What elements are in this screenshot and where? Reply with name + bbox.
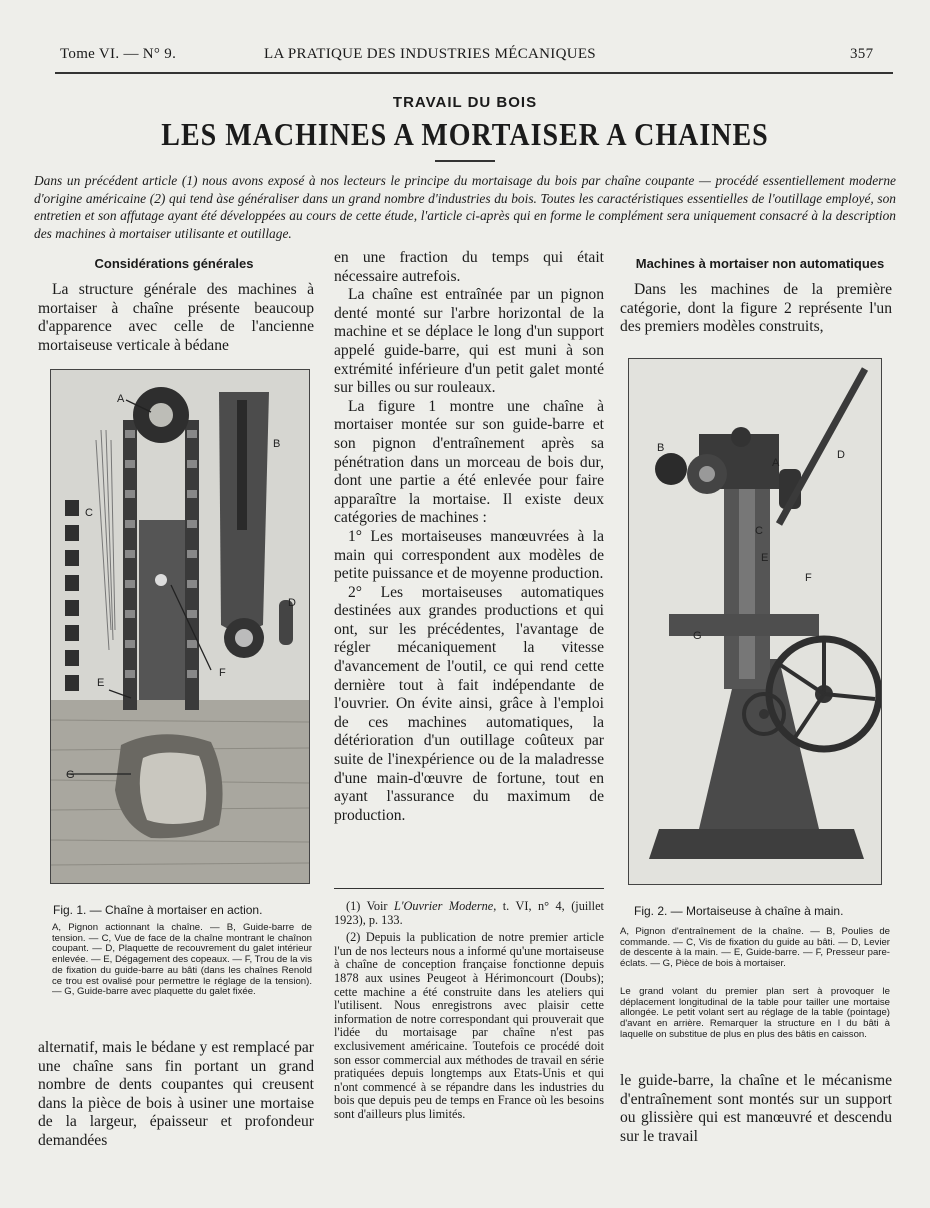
fig2-caption: Fig. 2. — Mortaiseuse à chaîne à main. — [634, 904, 844, 918]
running-header-tome: Tome VI. — N° 9. — [60, 46, 177, 62]
fig2-note: Le grand volant du premier plan sert à provoquer le déplacement longitudinal de la table pour tailler une mortaise allongée. Le petit volant sert au réglage de la table (pointage) d'avant en arrière. Remarquer la structure en I du bâti à laquelle on substitue de plus en plus des bâtis en caisson. — [620, 986, 890, 1040]
col2-text — [334, 249, 604, 825]
col3-text-bottom — [620, 1072, 892, 1146]
col2-paragraph-1: La chaîne est entraînée par un pignon denté monté sur l'arbre horizontal de la machine et se déplace le long d'un support appelé guide-barre, qui est muni à son extrémité inférieure d'un petit galet monté sur billes ou sur rouleaux. — [334, 286, 604, 397]
footnote-rule — [334, 888, 604, 889]
running-header-journal: LA PRATIQUE DES INDUSTRIES MÉCANIQUES — [264, 46, 596, 62]
fig2-label-b: B — [657, 442, 665, 454]
footnote-2: (2) Depuis la publication de notre premier article l'un de nos lecteurs nous a informé qu'une mortaiseuse à chaîne de conception française fonctionne depuis 1878 aux usines Peugeot à Hérimoncourt (Doubs); cette machine a été construite dans les ateliers qui l'utilisent. Nous enregistrons avec plaisir cette information de notre correspondant qui prouverait que l'idée du mortaisage par chaîne n'est pas exclusivement américaine. Toutefois ce procédé doit son essor commercial aux méthodes de travail en série pratiquées depuis longtemps aux Etats-Unis et qui n'ont commencé à se répandre dans les industries du bois que depuis peu de temps en France où les besoins sont d'ailleurs plus limités. — [334, 930, 604, 1121]
col2-paragraph-4: 2° Les mortaiseuses automatiques destinées aux grandes productions et qui ont, sur les précédentes, l'avantage de régler mécaniquement la vitesse d'avancement de l'outil, ce qui rend cette dernière tout à fait indépendante de l'ouvrier. On évite ainsi, grâce à l'emploi de ces machines automatiques, la détérioration d'un outillage coûteux par suite de l'inexpérience ou de la maladresse d'une main-d'œuvre de fortune, tout en ayant l'assurance du maximum de production. — [334, 583, 604, 824]
col2-paragraph-0: en une fraction du temps qui était nécessaire autrefois. — [334, 249, 604, 285]
page-number: 357 — [850, 46, 874, 62]
fig2-label-a: A — [772, 457, 780, 469]
col3-paragraph-2: le guide-barre, la chaîne et le mécanisme d'entraînement sont montés sur un support ou glissière qui est manœuvré et descendu sur le travail — [620, 1072, 892, 1145]
col2-paragraph-2: La figure 1 montre une chaîne à mortaiser montée sur son guide-barre et son pignon d'entraînement après sa pénétration dans un morceau de bois dur, dont une partie a été enlevée pour faire apparaître la mortaise. Il existe deux catégories de machines : — [334, 397, 604, 527]
col3-paragraph-1: Dans les machines de la première catégorie, dont la figure 2 représente l'un des premiers modèles construits, — [620, 281, 892, 336]
fig2-label-c: C — [755, 525, 763, 537]
section-heading: TRAVAIL DU BOIS — [392, 94, 538, 111]
title-rule — [435, 160, 495, 162]
fig1-label-b: B — [273, 438, 281, 450]
fig1-legend: A, Pignon actionnant la chaîne. — B, Guide-barre de tension. — C, Vue de face de la chaîne montrant le chaînon coupant. — D, Plaquette de recouvrement du galet intérieur enlevée. — E, Dégagement des copeaux. — F, Trou de la vis de fixation du guide-barre au bâti (dans les chaînes Renold ce trou est ovalisé pour permettre le réglage de la tension). — G, Guide-barre avec plaquette du galet fixée. — [52, 922, 312, 998]
fig2-legend: A, Pignon d'entraînement de la chaîne. — B, Poulies de commande. — C, Vis de fixation du guide au bâti. — D, Levier de descente à la main. — E, Guide-barre. — F, Presseur pare-éclats. — G, Pièce de bois à mortaiser. — [620, 926, 890, 970]
col3-text-top — [620, 281, 892, 337]
col2-paragraph-3: 1° Les mortaiseuses manœuvrées à la main qui correspondent aux modèles de petite puissance et de moyenne production. — [334, 527, 604, 583]
fig2-label-f: F — [805, 572, 812, 584]
col1-text-bottom — [38, 1039, 314, 1151]
article-title: LES MACHINES A MORTAISER A CHAINES — [161, 117, 769, 154]
figure-1-illustration — [51, 370, 309, 883]
fig2-label-d: D — [837, 449, 845, 461]
fig1-label-a: A — [117, 393, 125, 405]
fig1-caption: Fig. 1. — Chaîne à mortaiser en action. — [53, 903, 263, 917]
col1-paragraph-1: La structure générale des machines à mortaiser à chaîne présente beaucoup d'apparence avec celle de l'ancienne mortaiseuse verticale à bédane — [38, 281, 314, 354]
fig1-label-e: E — [97, 677, 105, 689]
fig1-label-g: G — [66, 769, 75, 781]
header-rule — [55, 72, 893, 74]
fig1-label-f: F — [219, 667, 226, 679]
fig2-label-g: G — [693, 630, 702, 642]
footnotes — [334, 900, 604, 1126]
fig1-label-d: D — [288, 597, 296, 609]
footnote-1: (1) Voir L'Ouvrier Moderne, t. VI, n° 4, (juillet 1923), p. 133. — [334, 899, 604, 927]
col1-heading: Considérations générales — [94, 256, 254, 271]
figure-1 — [50, 369, 310, 884]
col1-paragraph-2: alternatif, mais le bédane y est remplacé par une chaîne sans fin portant un grand nombre de dents coupantes qui creusent dans la pièce de bois à usiner une mortaise de la largeur, épaisseur et profondeur demandées — [38, 1039, 314, 1149]
fig1-label-c: C — [85, 507, 93, 519]
col3-heading: Machines à mortaiser non automatiques — [635, 256, 885, 271]
figure-2-illustration — [629, 359, 881, 884]
fig2-label-e: E — [761, 552, 769, 564]
col1-text-top — [38, 281, 314, 355]
figure-2 — [628, 358, 882, 885]
intro-paragraph: Dans un précédent article (1) nous avons exposé à nos lecteurs le principe du mortaisage du bois par chaîne coupante — procédé essentiellement moderne d'origine américaine (2) qui tend àse généraliser dans un grand nombre d'industries du bois. Toutes les caractéristiques essentielles de l'outillage employé, son entretien et son affutage ayant été développées au cours de cette étude, l'article ci-après qui en forme le complément sera uniquement consacré à la description des machines à mortaiser utilisante et outillage. — [34, 173, 896, 241]
